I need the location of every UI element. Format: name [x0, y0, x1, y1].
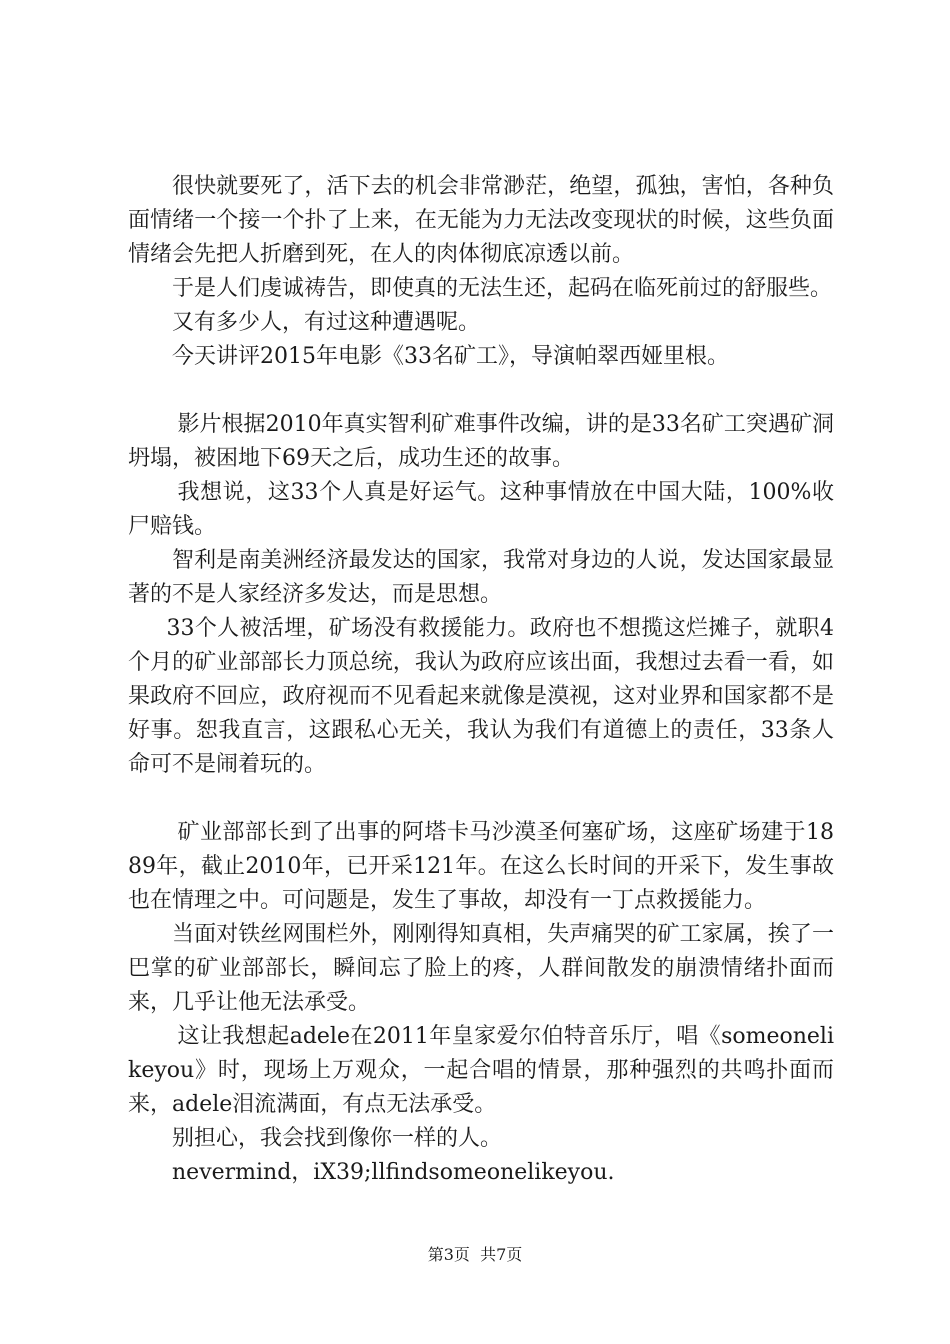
- paragraph-spacer: [128, 374, 834, 408]
- paragraph: 当面对铁丝网围栏外，刚刚得知真相，失声痛哭的矿工家属，挨了一巴掌的矿业部部长，瞬间忘了脸上的疼，人群间散发的崩溃情绪扑面而来，几乎让他无法承受。: [128, 922, 834, 1015]
- paragraph: 我想说，这33个人真是好运气。这种事情放在中国大陆，100%收尸赔钱。: [128, 480, 834, 539]
- paragraph: 于是人们虔诚祷告，即使真的无法生还，起码在临死前过的舒服些。: [172, 276, 833, 301]
- paragraph: 影片根据2010年真实智利矿难事件改编，讲的是33名矿工突遇矿洞坍塌，被困地下69天之后，成功生还的故事。: [128, 412, 834, 471]
- page-footer: [0, 1244, 950, 1266]
- page-total: 共7页: [480, 1245, 523, 1264]
- paragraph: nevermind，iX39;llfindsomeonelikeyou.: [172, 1160, 615, 1185]
- footer-separator: [470, 1245, 480, 1264]
- paragraph: 33个人被活埋，矿场没有救援能力。政府也不想揽这烂摊子，就职4个月的矿业部部长力顶总统，我认为政府应该出面，我想过去看一看，如果政府不回应，政府视而不见看起来就像是漠视，这对业界和国家都不是好事。恕我直言，这跟私心无关，我认为我们有道德上的责任，33条人命可不是闹着玩的。: [128, 616, 834, 777]
- document-body: [128, 170, 834, 1190]
- paragraph: 今天讲评2015年电影《33名矿工》，导演帕翠西娅里根。: [172, 344, 729, 369]
- paragraph-spacer: [128, 782, 834, 816]
- paragraph: 智利是南美洲经济最发达的国家，我常对身边的人说，发达国家最显著的不是人家经济多发达，而是思想。: [128, 548, 834, 607]
- paragraph: 又有多少人，有过这种遭遇呢。: [172, 310, 481, 335]
- page-number: 第3页: [427, 1245, 470, 1264]
- paragraph: 这让我想起adele在2011年皇家爱尔伯特音乐厅，唱《someonelikeyou》时，现场上万观众，一起合唱的情景，那种强烈的共鸣扑面而来，adele泪流满面，有点无法承受。: [128, 1024, 834, 1117]
- paragraph: 别担心，我会找到像你一样的人。: [172, 1126, 503, 1151]
- paragraph: 很快就要死了，活下去的机会非常渺茫，绝望，孤独，害怕，各种负面情绪一个接一个扑了上来，在无能为力无法改变现状的时候，这些负面情绪会先把人折磨到死，在人的肉体彻底凉透以前。: [128, 174, 834, 267]
- paragraph: 矿业部部长到了出事的阿塔卡马沙漠圣何塞矿场，这座矿场建于1889年，截止2010年，已开采121年。在这么长时间的开采下，发生事故也在情理之中。可问题是，发生了事故，却没有一丁点救援能力。: [128, 820, 834, 913]
